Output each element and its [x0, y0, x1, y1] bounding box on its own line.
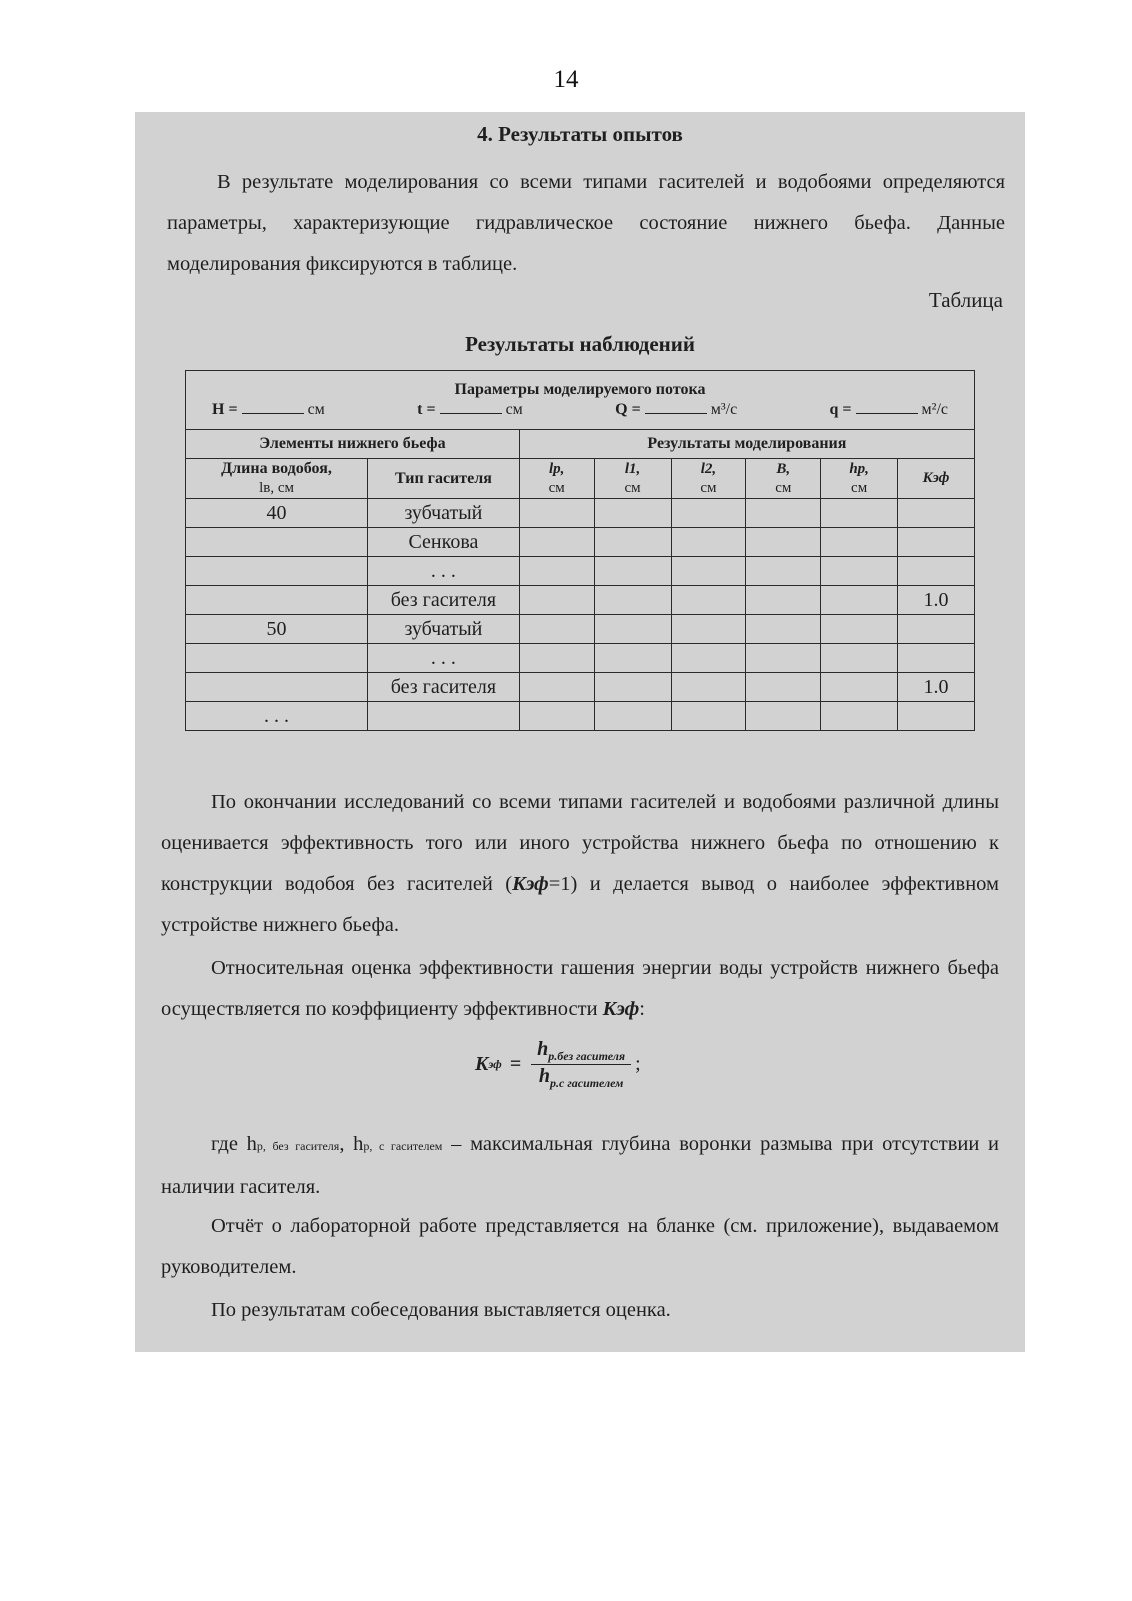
cell-lp: [519, 528, 594, 557]
cell-hp: [821, 499, 898, 528]
col-hp-header: hр, см: [821, 459, 898, 499]
cell-length: [186, 673, 368, 702]
cell-l2: [671, 528, 746, 557]
param-H: Н = см: [212, 401, 325, 418]
cell-lp: [519, 702, 594, 731]
cell-lp: [519, 586, 594, 615]
params-title: Параметры моделируемого потока: [454, 381, 706, 398]
cell-k: [898, 499, 975, 528]
table-row: [186, 499, 975, 528]
param-q: q = м²/с: [829, 401, 948, 418]
cell-B: [746, 499, 821, 528]
col-l1-header: l1, см: [594, 459, 671, 499]
formula-fraction: $\frac{h_{р.без гасителя}}{h_{р.с гасителем}}$: [531, 1038, 631, 1091]
cell-l1: [594, 557, 671, 586]
col-B-header: B, см: [746, 459, 821, 499]
paragraph-conclusion: По окончании исследований со всеми типами гасителей и водобоями различной длины оценивается эффективность того или иного устройства нижнего бьефа по отношению к конструкции водобоя без гасителей (Kэф=1) и делается вывод о наиболее эффективном устройстве нижнего бьефа.: [161, 791, 999, 936]
cell-length: [186, 644, 368, 673]
efficiency-formula: K эф = $\frac{h_{р.без гасителя}}{h_{р.с гасителем}}$ ;: [475, 1038, 641, 1090]
cell-lp: [519, 615, 594, 644]
cell-k: [898, 615, 975, 644]
table-row: [186, 586, 975, 615]
cell-l2: [671, 499, 746, 528]
cell-type: . . .: [368, 557, 520, 586]
cell-l1: [594, 673, 671, 702]
cell-type: без гасителя: [368, 673, 520, 702]
cell-length: 50: [186, 615, 368, 644]
cell-l1: [594, 702, 671, 731]
paragraph-report: Отчёт о лабораторной работе представляется на бланке (см. приложение), выдаваемом руководителем.: [161, 1215, 999, 1278]
cell-hp: [821, 586, 898, 615]
cell-B: [746, 644, 821, 673]
cell-type: [368, 702, 520, 731]
cell-B: [746, 615, 821, 644]
cell-type: . . .: [368, 644, 520, 673]
group-right-header: Результаты моделирования: [519, 430, 974, 459]
cell-k: [898, 702, 975, 731]
cell-k: 1.0: [898, 673, 975, 702]
paragraph-intro-text: В результате моделирования со всеми типами гасителей и водобоями определяются параметры, характеризующие гидравлическое состояние нижнего бьефа. Данные моделирования фиксируются в таблице.: [167, 171, 1005, 275]
col-length-header: Длина водобоя, lв, см: [186, 459, 368, 499]
cell-hp: [821, 528, 898, 557]
section-title: 4. Результаты опытов: [477, 122, 683, 146]
cell-hp: [821, 557, 898, 586]
table-caption: Таблица: [928, 288, 1003, 312]
cell-l1: [594, 499, 671, 528]
cell-lp: [519, 644, 594, 673]
col-lp-header: lр, см: [519, 459, 594, 499]
cell-length: 40: [186, 499, 368, 528]
cell-hp: [821, 673, 898, 702]
page-number: 14: [553, 66, 579, 93]
cell-k: [898, 644, 975, 673]
cell-lp: [519, 673, 594, 702]
results-table: [185, 370, 975, 731]
table-row: [186, 644, 975, 673]
scanned-page: [135, 112, 1025, 1352]
table-row: [186, 615, 975, 644]
cell-l2: [671, 615, 746, 644]
table-title: Результаты наблюдений: [465, 332, 695, 356]
cell-hp: [821, 702, 898, 731]
group-left-header: Элементы нижнего бьефа: [186, 430, 520, 459]
cell-k: [898, 528, 975, 557]
param-Q: Q = м³/с: [615, 401, 738, 418]
cell-k: [898, 557, 975, 586]
cell-B: [746, 528, 821, 557]
cell-l2: [671, 673, 746, 702]
cell-l1: [594, 586, 671, 615]
cell-lp: [519, 499, 594, 528]
params-line: [190, 399, 970, 419]
cell-B: [746, 557, 821, 586]
table-row: [186, 673, 975, 702]
cell-l2: [671, 644, 746, 673]
table-row: [186, 557, 975, 586]
paragraph-definitions: где hр, без гасителя, hр, с гасителем – максимальная глубина воронки размыва при отсутствии и наличии гасителя.: [161, 1133, 1000, 1198]
table-row: [186, 702, 975, 731]
col-l2-header: l2, см: [671, 459, 746, 499]
cell-l1: [594, 644, 671, 673]
cell-type: зубчатый: [368, 615, 520, 644]
cell-l2: [671, 586, 746, 615]
cell-length: [186, 586, 368, 615]
param-t: t = см: [417, 401, 523, 418]
cell-type: без гасителя: [368, 586, 520, 615]
col-type-header: Тип гасителя: [368, 459, 520, 499]
paragraph-intro: [167, 162, 1005, 285]
paragraph-efficiency: Относительная оценка эффективности гашения энергии воды устройств нижнего бьефа осуществляется по коэффициенту эффективности Kэф:: [161, 957, 999, 1020]
table-row: [186, 528, 975, 557]
cell-length: [186, 528, 368, 557]
cell-l2: [671, 702, 746, 731]
cell-l2: [671, 557, 746, 586]
cell-l1: [594, 615, 671, 644]
cell-l1: [594, 528, 671, 557]
cell-length: . . .: [186, 702, 368, 731]
cell-hp: [821, 644, 898, 673]
cell-B: [746, 586, 821, 615]
col-K-header: Kэф: [898, 459, 975, 499]
cell-type: зубчатый: [368, 499, 520, 528]
cell-hp: [821, 615, 898, 644]
cell-length: [186, 557, 368, 586]
flow-parameters-cell: [186, 371, 975, 430]
cell-lp: [519, 557, 594, 586]
cell-B: [746, 702, 821, 731]
cell-type: Сенкова: [368, 528, 520, 557]
cell-k: 1.0: [898, 586, 975, 615]
cell-B: [746, 673, 821, 702]
paragraph-grading: По результатам собеседования выставляется оценка.: [211, 1299, 671, 1321]
